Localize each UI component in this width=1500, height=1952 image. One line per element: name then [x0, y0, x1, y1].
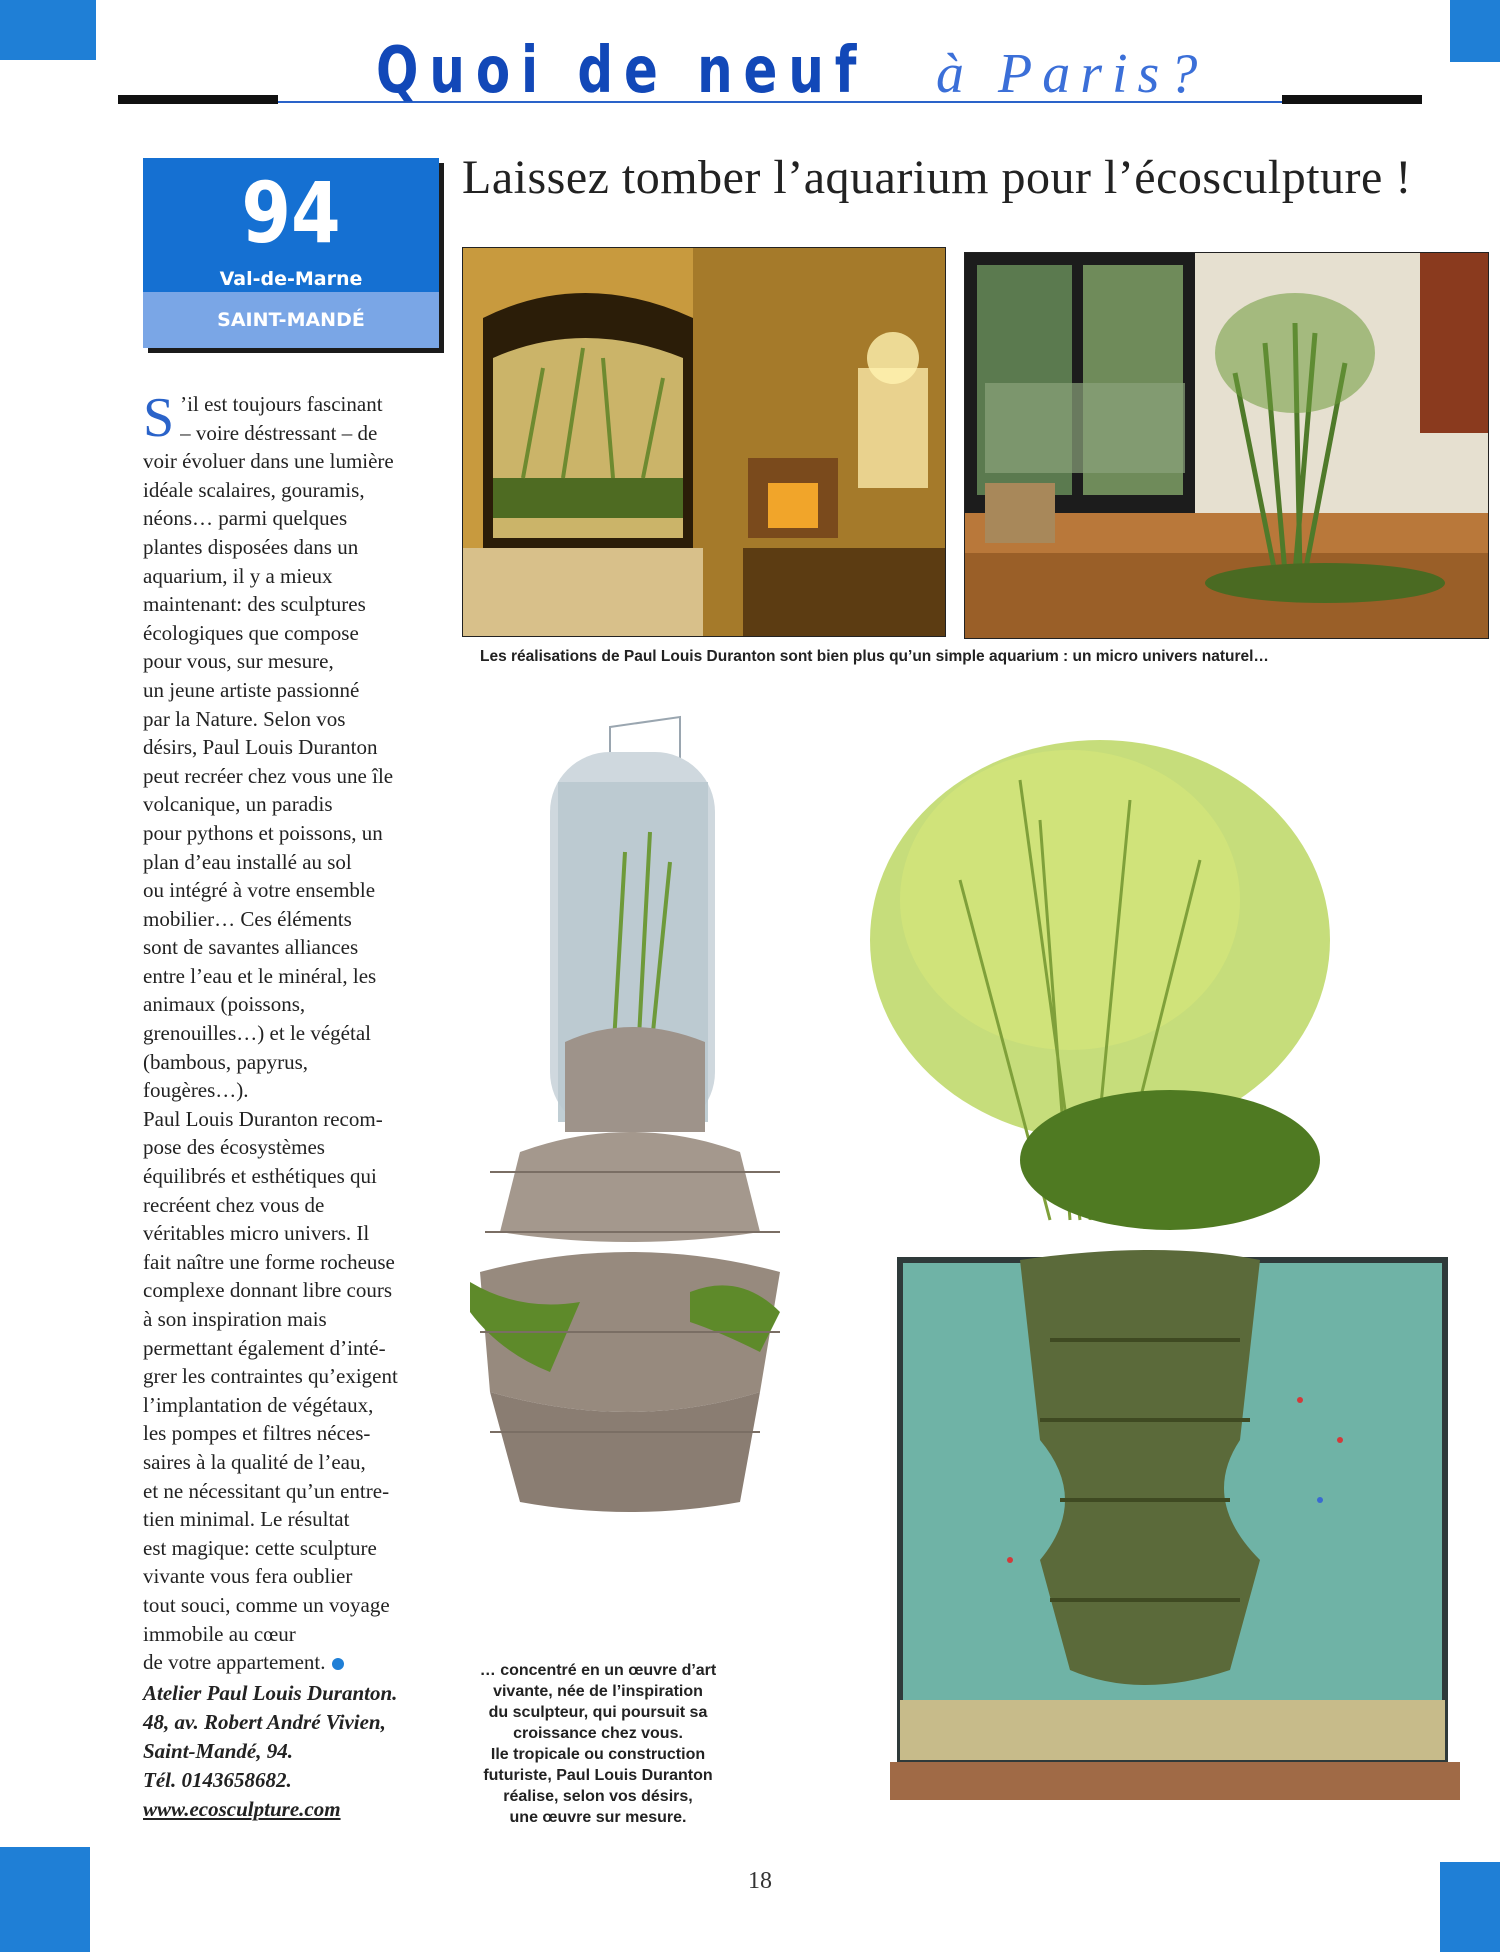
page-number: 18 [748, 1868, 772, 1894]
body-line: et ne nécessitant qu’un entre- [143, 1478, 390, 1503]
body-line: par la Nature. Selon vos [143, 706, 346, 731]
body-line: animaux (poissons, [143, 992, 306, 1017]
department-number: 94 [241, 164, 341, 262]
photo-cube-aquarium-sculpture [840, 740, 1480, 1830]
body-line: écologiques que compose [143, 620, 359, 645]
caption-line: réalise, selon vos désirs, [503, 1788, 693, 1805]
contact-name: Atelier Paul Louis Duranton. [143, 1680, 398, 1705]
contact-street: 48, av. Robert André Vivien, [143, 1709, 386, 1734]
body-line: – voire déstressant – de [180, 420, 378, 445]
header-rule-right [1282, 95, 1422, 104]
end-bullet-icon [332, 1658, 344, 1670]
body-line: tien minimal. Le résultat [143, 1507, 350, 1532]
body-line: ou intégré à votre ensemble [143, 878, 376, 903]
article-body [143, 387, 443, 1824]
body-line: les pompes et filtres néces- [143, 1421, 371, 1446]
body-line: voir évoluer dans une lumière [143, 449, 394, 474]
department-name: Val-de-Marne [219, 268, 363, 290]
department-badge [143, 158, 439, 348]
body-line: grenouilles…) et le végétal [143, 1021, 371, 1046]
article-headline: Laissez tomber l’aquarium pour l’écosculpture ! [462, 151, 1412, 204]
photo-caption-bottom [448, 1660, 748, 1828]
body-line: équilibrés et esthétiques qui [143, 1164, 377, 1189]
body-line: immobile au cœur [143, 1621, 296, 1646]
header-title-bold: Quoi de neuf [376, 34, 868, 108]
corner-tab-bottom-right [1440, 1862, 1500, 1952]
body-line: un jeune artiste passionné [143, 677, 360, 702]
caption-line: du sculpteur, qui poursuit sa [488, 1704, 708, 1721]
photo-window-illustration [965, 253, 1488, 638]
body-line: saires à la qualité de l’eau, [143, 1449, 366, 1474]
photo-living-room-sculpture [462, 247, 946, 637]
body-line: mobilier… Ces éléments [143, 906, 352, 931]
caption-line: Ile tropicale ou construction [490, 1746, 706, 1763]
body-line: à son inspiration mais [143, 1307, 327, 1331]
caption-line: croissance chez vous. [513, 1725, 683, 1742]
body-line: aquarium, il y a mieux [143, 563, 333, 588]
photo-caption-top: Les réalisations de Paul Louis Duranton sont bien plus qu’un simple aquarium : un micro univers naturel… [480, 648, 1269, 665]
body-line: entre l’eau et le minéral, les [143, 963, 377, 988]
body-line: (bambous, papyrus, [143, 1049, 309, 1074]
caption-line: vivante, née de l’inspiration [493, 1683, 703, 1700]
body-line: plantes disposées dans un [143, 534, 359, 559]
contact-phone: Tél. 0143658682. [143, 1767, 292, 1792]
body-line: de votre appartement. [143, 1650, 326, 1675]
body-line: pour vous, sur mesure, [143, 649, 334, 674]
contact-website-link[interactable]: www.ecosculpture.com [143, 1796, 341, 1821]
contact-block [143, 1679, 443, 1824]
caption-line: futuriste, Paul Louis Duranton [483, 1767, 713, 1784]
header-title-italic: à Paris? [936, 43, 1208, 105]
body-line: tout souci, comme un voyage [143, 1592, 390, 1617]
body-line: permettant également d’inté- [143, 1335, 386, 1360]
body-line: recréent chez vous de [143, 1192, 325, 1217]
body-line: volcanique, un paradis [143, 792, 333, 817]
body-line: Paul Louis Duranton recom- [143, 1106, 383, 1131]
body-line: plan d’eau installé au sol [143, 849, 352, 874]
body-line: pose des écosystèmes [143, 1135, 325, 1160]
photo-column-illustration [460, 712, 800, 1522]
photo-column-aquarium-sculpture [460, 712, 800, 1522]
photo-living-room-illustration [463, 248, 945, 636]
caption-line: une œuvre sur mesure. [509, 1809, 687, 1826]
photo-tank-illustration [840, 740, 1480, 1830]
body-line: néons… parmi quelques [143, 506, 348, 531]
caption-line: … concentré en un œuvre d’art [479, 1662, 717, 1679]
drop-cap: S [143, 387, 175, 449]
body-line: complexe donnant libre cours [143, 1278, 393, 1303]
body-line: idéale scalaires, gouramis, [143, 477, 365, 502]
body-line-last [143, 1648, 443, 1677]
body-line: ’il est toujours fascinant [180, 392, 383, 416]
body-line: l’implantation de végétaux, [143, 1392, 374, 1417]
body-line: fait naître une forme rocheuse [143, 1249, 395, 1274]
body-line: fougères…). [143, 1078, 249, 1103]
town-name: SAINT-MANDÉ [143, 292, 439, 348]
photo-window-plant-sculpture [964, 252, 1489, 639]
body-line: est magique: cette sculpture [143, 1535, 377, 1560]
body-line: maintenant: des sculptures [143, 592, 366, 617]
corner-tab-top-right [1450, 0, 1500, 62]
body-line: désirs, Paul Louis Duranton [143, 735, 378, 760]
body-line: pour pythons et poissons, un [143, 820, 383, 845]
body-line: grer les contraintes qu’exigent [143, 1364, 398, 1389]
contact-city: Saint-Mandé, 94. [143, 1738, 293, 1763]
corner-tab-bottom-left [0, 1847, 90, 1952]
body-line: véritables micro univers. Il [143, 1221, 370, 1246]
body-line: vivante vous fera oublier [143, 1564, 353, 1589]
corner-tab-top-left [0, 0, 96, 60]
section-header-title [376, 34, 1208, 108]
header-rule-left [118, 95, 278, 104]
body-line: sont de savantes alliances [143, 935, 359, 960]
body-line: peut recréer chez vous une île [143, 763, 394, 788]
